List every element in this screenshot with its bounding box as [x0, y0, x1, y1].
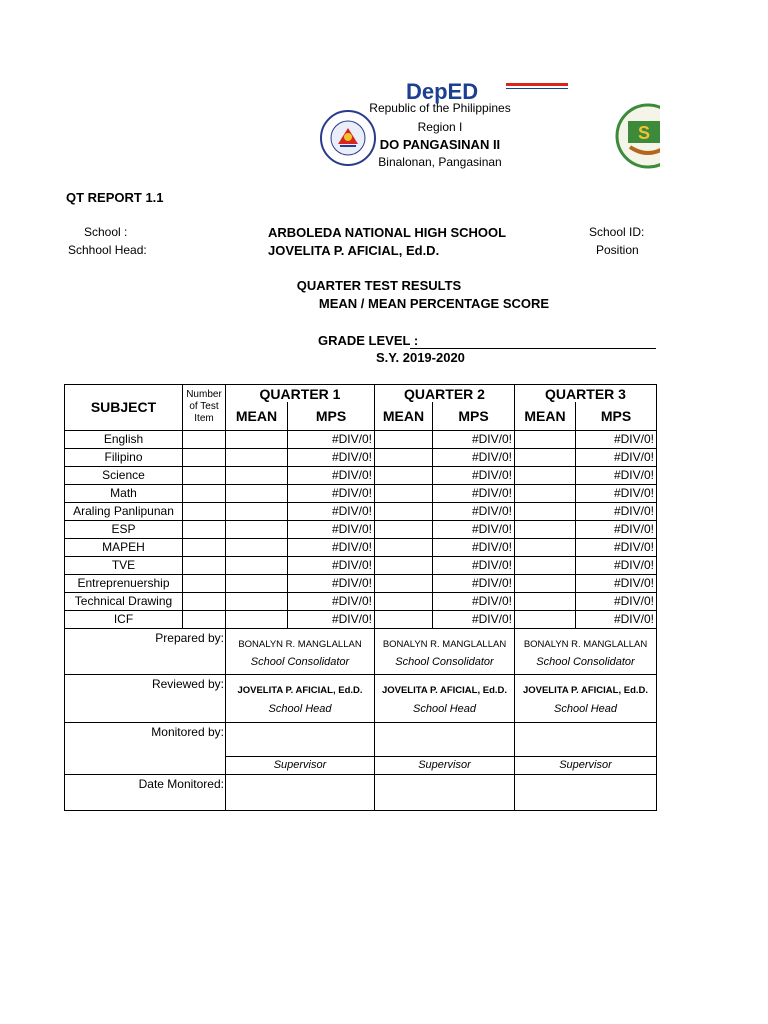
test-items-cell — [183, 610, 226, 628]
q3-mean-header: MEAN — [515, 402, 576, 430]
q2-date-cell — [375, 774, 515, 810]
q3-mean-cell — [515, 484, 576, 502]
table-row — [65, 556, 657, 574]
town-text: Binalonan, Pangasinan — [378, 155, 502, 169]
q3-mps-cell: #DIV/0! — [576, 502, 657, 520]
q2-prepared-name: BONALYN R. MANGLALLAN — [375, 628, 515, 650]
q1-mean-cell — [226, 592, 288, 610]
test-items-cell — [183, 538, 226, 556]
q1-reviewed-role: School Head — [226, 696, 375, 722]
q2-mps-cell: #DIV/0! — [433, 592, 515, 610]
report-code: QT REPORT 1.1 — [66, 190, 164, 205]
subject-name: TVE — [65, 556, 183, 574]
q1-prepared-name: BONALYN R. MANGLALLAN — [226, 628, 375, 650]
q3-mean-cell — [515, 520, 576, 538]
q2-mps-cell: #DIV/0! — [433, 448, 515, 466]
subject-name: MAPEH — [65, 538, 183, 556]
q1-mean-cell — [226, 502, 288, 520]
q2-mean-cell — [375, 502, 433, 520]
q2-mean-cell — [375, 574, 433, 592]
position-label: Position — [596, 243, 639, 257]
q1-mps-cell: #DIV/0! — [288, 520, 375, 538]
q2-mean-cell — [375, 556, 433, 574]
q3-mps-cell: #DIV/0! — [576, 430, 657, 448]
q2-mps-cell: #DIV/0! — [433, 574, 515, 592]
q3-mean-cell — [515, 610, 576, 628]
school-year: S.Y. 2019-2020 — [376, 350, 465, 365]
test-items-cell — [183, 484, 226, 502]
q3-mean-cell — [515, 448, 576, 466]
q3-mean-cell — [515, 592, 576, 610]
q1-mps-cell: #DIV/0! — [288, 538, 375, 556]
monitored-by-label: Monitored by: — [65, 722, 226, 774]
q1-mean-cell — [226, 484, 288, 502]
table-row — [65, 592, 657, 610]
q2-reviewed-name: JOVELITA P. AFICIAL, Ed.D. — [375, 674, 515, 696]
q2-monitored-role: Supervisor — [375, 756, 515, 774]
q1-mean-cell — [226, 610, 288, 628]
q2-prepared-role: School Consolidator — [375, 650, 515, 674]
q1-mean-cell — [226, 430, 288, 448]
table-row — [65, 502, 657, 520]
q2-mps-cell: #DIV/0! — [433, 466, 515, 484]
q3-mps-cell: #DIV/0! — [576, 520, 657, 538]
q3-mps-cell: #DIV/0! — [576, 538, 657, 556]
q1-mps-cell: #DIV/0! — [288, 502, 375, 520]
q2-monitored-blank — [375, 722, 515, 756]
division-text: DO PANGASINAN II — [379, 137, 501, 152]
q3-mps-cell: #DIV/0! — [576, 448, 657, 466]
q3-mps-header: MPS — [576, 402, 657, 430]
q1-date-cell — [226, 774, 375, 810]
q3-mean-cell — [515, 538, 576, 556]
school-logo — [614, 103, 660, 169]
q1-mps-cell: #DIV/0! — [288, 574, 375, 592]
deped-logo-text: DepED — [406, 80, 479, 104]
q2-mps-header: MPS — [433, 402, 515, 430]
subject-name: Math — [65, 484, 183, 502]
test-items-cell — [183, 592, 226, 610]
q1-mean-header: MEAN — [226, 402, 288, 430]
subject-header: SUBJECT — [65, 385, 183, 431]
q2-mean-cell — [375, 592, 433, 610]
q2-mps-cell: #DIV/0! — [433, 520, 515, 538]
q1-mps-cell: #DIV/0! — [288, 484, 375, 502]
q2-mean-header: MEAN — [375, 402, 433, 430]
q1-mps-cell: #DIV/0! — [288, 430, 375, 448]
school-logo-letter: S — [638, 123, 651, 143]
table-row — [65, 466, 657, 484]
q2-mean-cell — [375, 430, 433, 448]
table-row — [65, 520, 657, 538]
test-items-cell — [183, 430, 226, 448]
grade-level-line — [410, 348, 656, 349]
table-row — [65, 610, 657, 628]
q3-prepared-role: School Consolidator — [515, 650, 657, 674]
subject-name: ICF — [65, 610, 183, 628]
q1-mean-cell — [226, 448, 288, 466]
q2-mean-cell — [375, 448, 433, 466]
quarter-3-header: QUARTER 3 — [515, 385, 657, 403]
q2-mps-cell: #DIV/0! — [433, 502, 515, 520]
quarter-2-header: QUARTER 2 — [375, 385, 515, 403]
table-row — [65, 430, 657, 448]
results-table — [64, 384, 657, 811]
q3-date-cell — [515, 774, 657, 810]
report-subtitle: MEAN / MEAN PERCENTAGE SCORE — [318, 296, 550, 311]
q3-mps-cell: #DIV/0! — [576, 592, 657, 610]
test-items-cell — [183, 502, 226, 520]
subject-name: English — [65, 430, 183, 448]
q2-mean-cell — [375, 466, 433, 484]
date-monitored-label: Date Monitored: — [65, 774, 226, 810]
q2-mean-cell — [375, 484, 433, 502]
q3-mps-cell: #DIV/0! — [576, 466, 657, 484]
school-head-label: Schhool Head: — [68, 243, 147, 257]
republic-text: Republic of the Philippines — [369, 101, 511, 115]
q1-mean-cell — [226, 520, 288, 538]
school-head-name: JOVELITA P. AFICIAL, Ed.D. — [268, 243, 440, 258]
q1-mps-cell: #DIV/0! — [288, 448, 375, 466]
table-row — [65, 538, 657, 556]
q1-mps-cell: #DIV/0! — [288, 610, 375, 628]
q2-mps-cell: #DIV/0! — [433, 430, 515, 448]
q1-mean-cell — [226, 538, 288, 556]
subject-name: Technical Drawing — [65, 592, 183, 610]
subject-name: Araling Panlipunan — [65, 502, 183, 520]
report-title: QUARTER TEST RESULTS — [296, 278, 462, 293]
subject-name: Filipino — [65, 448, 183, 466]
q2-mean-cell — [375, 610, 433, 628]
test-items-cell — [183, 448, 226, 466]
prepared-by-label: Prepared by: — [65, 628, 226, 674]
reviewed-by-label: Reviewed by: — [65, 674, 226, 722]
q3-monitored-role: Supervisor — [515, 756, 657, 774]
q2-mps-cell: #DIV/0! — [433, 538, 515, 556]
subject-name: ESP — [65, 520, 183, 538]
test-items-cell — [183, 520, 226, 538]
q3-mps-cell: #DIV/0! — [576, 610, 657, 628]
q1-mps-cell: #DIV/0! — [288, 466, 375, 484]
q3-mean-cell — [515, 466, 576, 484]
q3-reviewed-name: JOVELITA P. AFICIAL, Ed.D. — [515, 674, 657, 696]
q2-mps-cell: #DIV/0! — [433, 556, 515, 574]
q3-reviewed-role: School Head — [515, 696, 657, 722]
q1-monitored-role: Supervisor — [226, 756, 375, 774]
q3-mps-cell: #DIV/0! — [576, 484, 657, 502]
q1-prepared-role: School Consolidator — [226, 650, 375, 674]
school-label: School : — [84, 225, 128, 239]
q3-mean-cell — [515, 502, 576, 520]
region-text: Region I — [417, 120, 463, 134]
q1-mps-cell: #DIV/0! — [288, 556, 375, 574]
q2-mean-cell — [375, 538, 433, 556]
subject-name: Science — [65, 466, 183, 484]
q1-reviewed-name: JOVELITA P. AFICIAL, Ed.D. — [226, 674, 375, 696]
quarter-1-header: QUARTER 1 — [226, 385, 375, 403]
subject-name: Entreprenuership — [65, 574, 183, 592]
test-items-header: Number of Test Item — [183, 385, 226, 431]
q2-reviewed-role: School Head — [375, 696, 515, 722]
table-row — [65, 448, 657, 466]
table-row — [65, 484, 657, 502]
table-row — [65, 574, 657, 592]
q3-prepared-name: BONALYN R. MANGLALLAN — [515, 628, 657, 650]
test-items-cell — [183, 574, 226, 592]
q2-mps-cell: #DIV/0! — [433, 484, 515, 502]
q3-mean-cell — [515, 430, 576, 448]
q2-mps-cell: #DIV/0! — [433, 610, 515, 628]
q1-monitored-blank — [226, 722, 375, 756]
test-items-cell — [183, 556, 226, 574]
q3-mps-cell: #DIV/0! — [576, 574, 657, 592]
grade-level-label: GRADE LEVEL : — [318, 333, 419, 348]
q1-mean-cell — [226, 556, 288, 574]
q3-mean-cell — [515, 556, 576, 574]
test-items-cell — [183, 466, 226, 484]
q1-mps-header: MPS — [288, 402, 375, 430]
q3-mps-cell: #DIV/0! — [576, 556, 657, 574]
q3-monitored-blank — [515, 722, 657, 756]
q1-mean-cell — [226, 466, 288, 484]
q3-mean-cell — [515, 574, 576, 592]
school-id-label: School ID: — [589, 225, 645, 239]
q1-mean-cell — [226, 574, 288, 592]
q2-mean-cell — [375, 520, 433, 538]
q1-mps-cell: #DIV/0! — [288, 592, 375, 610]
school-name: ARBOLEDA NATIONAL HIGH SCHOOL — [268, 225, 507, 240]
